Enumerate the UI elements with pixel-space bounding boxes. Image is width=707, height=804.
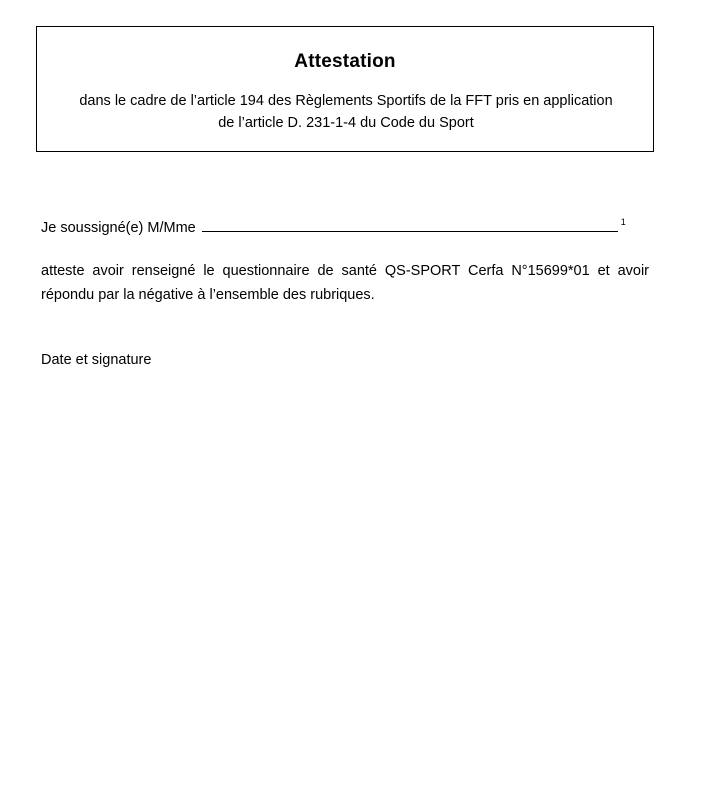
title-box bbox=[36, 26, 654, 152]
footnote-reference: 1 bbox=[620, 217, 626, 227]
page-title: Attestation bbox=[294, 51, 396, 72]
name-fill-field[interactable] bbox=[202, 219, 618, 232]
document-subtitle-line-1: dans le cadre de l’article 194 des Règlements Sportifs de la FFT pris en application bbox=[79, 93, 613, 109]
attestation-paragraph: atteste avoir renseigné le questionnaire de santé QS-SPORT Cerfa N°15699*01 et avoir répondu par la négative à l’ensemble des rubriques. bbox=[41, 263, 649, 303]
document-subtitle-line-2: de l’article D. 231-1-4 du Code du Sport bbox=[218, 115, 474, 131]
document-subtitle bbox=[49, 90, 643, 134]
undersigned-line bbox=[41, 219, 651, 236]
undersigned-label: Je soussigné(e) M/Mme bbox=[41, 220, 196, 236]
date-signature-label: Date et signature bbox=[41, 352, 152, 368]
